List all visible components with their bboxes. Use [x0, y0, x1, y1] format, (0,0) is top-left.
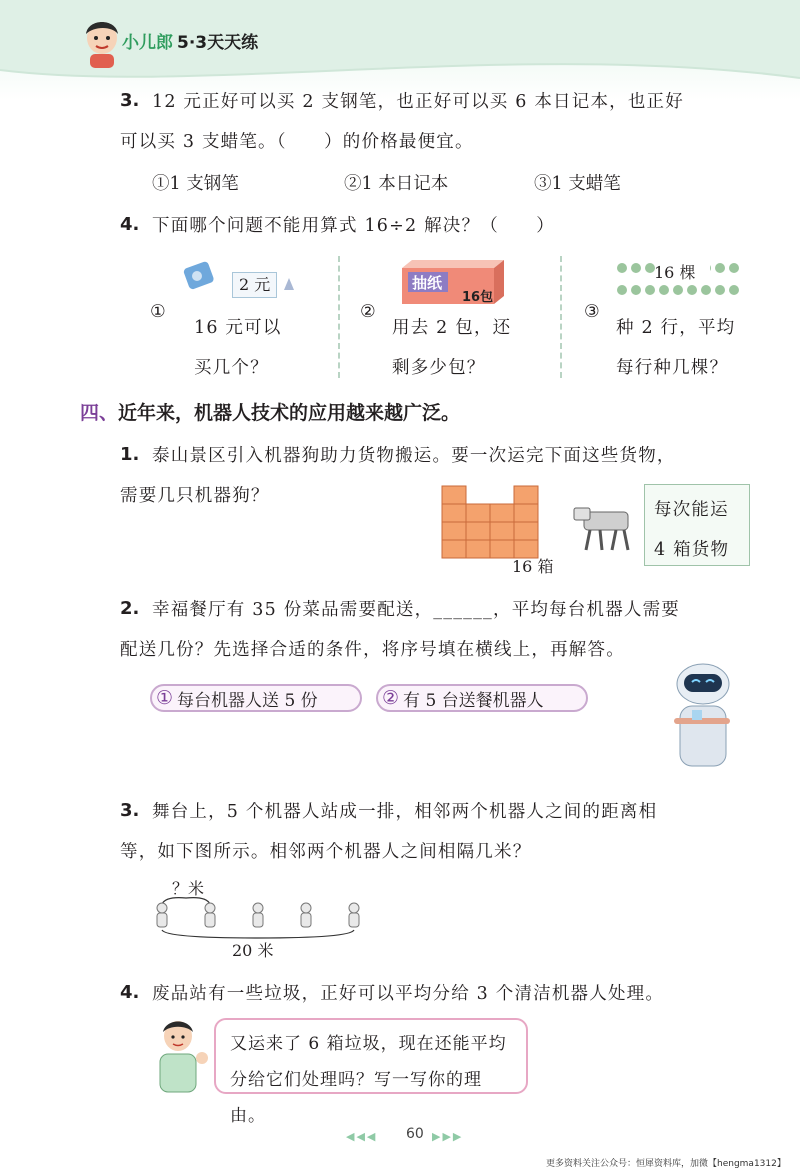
prev-arrows-icon: ◀◀◀: [346, 1130, 378, 1143]
triangle-tag-icon: [282, 276, 296, 292]
condition-number: ①: [156, 687, 174, 709]
question-text: 等，如下图所示。相邻两个机器人之间相隔几米？: [120, 842, 532, 862]
boy-figure-icon: [148, 1016, 212, 1094]
question-text: 舞台上，5 个机器人站成一排，相邻两个机器人之间的距离相: [152, 802, 658, 822]
item-text: 16 元可以: [194, 318, 282, 338]
question-number: 2.: [120, 598, 140, 619]
next-arrows-icon: ▶▶▶: [432, 1130, 464, 1143]
item-text: 每行种几棵？: [616, 358, 729, 378]
divider: [338, 256, 340, 378]
section-title: [80, 398, 460, 425]
question-text: 幸福餐厅有 35 份菜品需要配送，______，平均每台机器人需要: [152, 600, 680, 620]
option-b: ②1 本日记本: [344, 174, 449, 194]
total-length-label: 20 米: [232, 941, 274, 960]
delivery-robot-icon: [662, 662, 744, 774]
brand-logo: [122, 28, 258, 53]
question-number: 3.: [120, 800, 140, 821]
option-c: ③1 支蜡笔: [534, 174, 621, 194]
condition-text: 每台机器人送 5 份: [177, 690, 318, 711]
brand-series: 5·3天天练: [177, 33, 259, 53]
speech-bubble: [214, 1018, 528, 1126]
question-number: 1.: [120, 444, 140, 465]
robot-dog-icon: [570, 498, 642, 554]
page-number: 60: [406, 1126, 424, 1142]
boxes-label: 16 箱: [512, 557, 554, 576]
section-marker: 四、: [80, 402, 119, 424]
condition-text: 有 5 台送餐机器人: [403, 690, 544, 711]
pencil-sharpener-icon: [180, 256, 222, 296]
item-text: 剩多少包？: [392, 358, 486, 378]
question-text: 废品站有一些垃圾，正好可以平均分给 3 个清洁机器人处理。: [152, 984, 665, 1004]
condition-number: ②: [382, 687, 400, 709]
question-text: 12 元正好可以买 2 支钢笔，也正好可以买 6 本日记本，也正好: [152, 92, 684, 112]
gap-label: ？米: [172, 879, 205, 898]
question-number: 4.: [120, 982, 140, 1003]
condition-option-1[interactable]: [150, 684, 362, 712]
question-number: 3.: [120, 90, 140, 111]
price-tag: 2 元: [232, 272, 277, 298]
item-text: 种 2 行，平均: [616, 318, 736, 338]
condition-option-2[interactable]: [376, 684, 588, 712]
item-text: 用去 2 包，还: [392, 318, 512, 338]
question-text: 泰山景区引入机器狗助力货物搬运。要一次运完下面这些货物，: [152, 446, 676, 466]
item-number: ③: [584, 302, 600, 322]
item-number: ②: [360, 302, 376, 322]
bubble-text: 又运来了 6 箱垃圾，现在还能平均: [230, 1034, 507, 1054]
box-count: 16包: [462, 290, 494, 305]
question-number: 4.: [120, 214, 140, 235]
question-text: 可以买 3 支蜡笔。（ ）的价格最便宜。: [120, 132, 474, 152]
note-text: 4 箱货物: [654, 540, 730, 560]
note-text: 每次能运: [654, 500, 729, 520]
bubble-text: 分给它们处理吗？写一写你的理由。: [230, 1070, 482, 1126]
item-number: ①: [150, 302, 166, 322]
question-text: 下面哪个问题不能用算式 16÷2 解决？（ ）: [152, 216, 555, 236]
brand-name: 小儿郎: [122, 33, 173, 53]
section-title-text: 近年来，机器人技术的应用越来越广泛。: [118, 402, 461, 424]
tree-label: 16 棵: [654, 263, 696, 282]
item-text: 买几个？: [194, 358, 269, 378]
cargo-boxes-icon: [440, 476, 544, 564]
divider: [560, 256, 562, 378]
option-a: ①1 支钢笔: [152, 174, 239, 194]
watermark: 更多资料关注公众号：恒犀资料库，加微【hengma1312】: [546, 1159, 786, 1169]
question-text: 配送几份？先选择合适的条件，将序号填在横线上，再解答。: [120, 640, 625, 660]
question-text: 需要几只机器狗？: [120, 486, 270, 506]
box-label: 抽纸: [412, 274, 443, 292]
boy-mascot-icon: [80, 16, 124, 68]
